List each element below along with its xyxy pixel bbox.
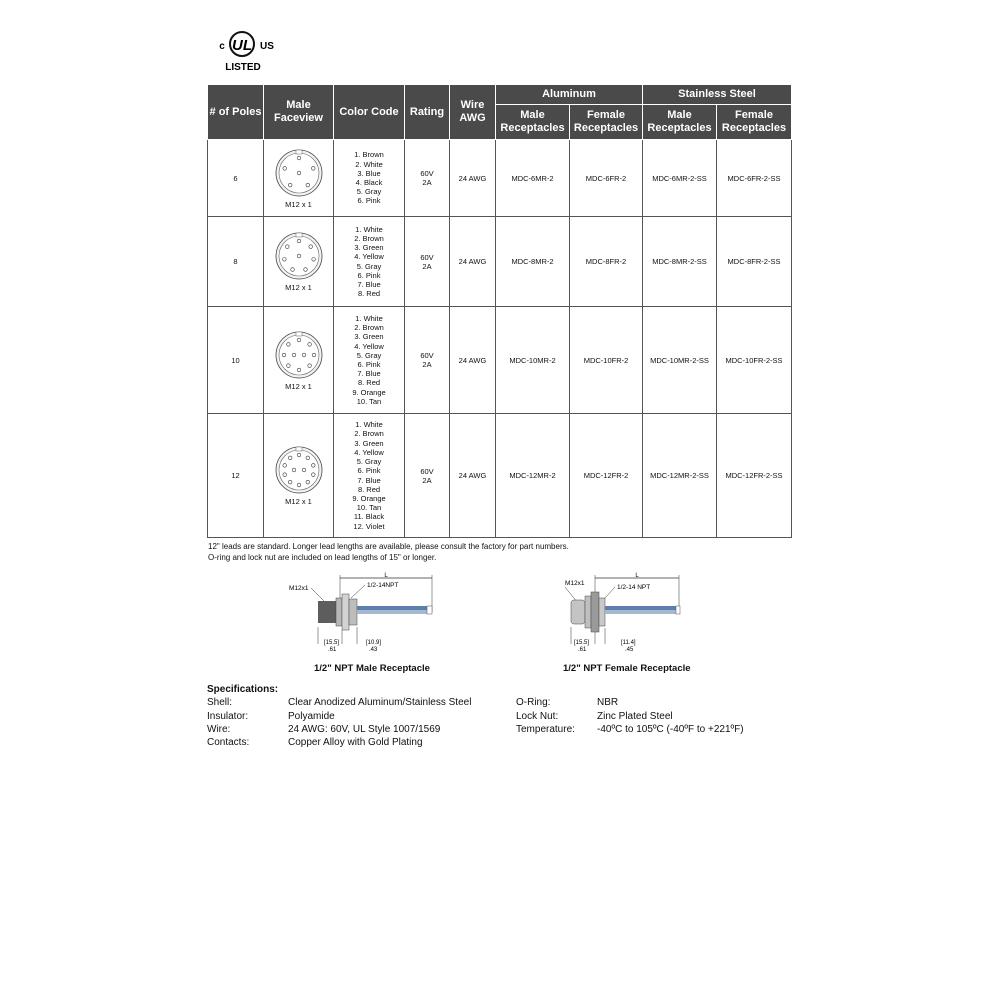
spec-key: Shell: — [207, 697, 233, 709]
rating-voltage: 60V — [420, 466, 434, 476]
color-code-item: 1. White — [355, 420, 383, 430]
spec-value: Polyamide — [288, 710, 335, 722]
color-code-item: 3. Green — [354, 332, 384, 342]
spec-row — [207, 736, 777, 749]
al-male-part: MDC-6MR-2 — [496, 140, 570, 217]
header-faceview: Male Faceview — [264, 85, 334, 140]
al-female-part: MDC-6FR-2 — [570, 140, 643, 217]
svg-text:.61: .61 — [578, 647, 587, 653]
spec-value: Zinc Plated Steel — [597, 710, 673, 722]
ss-male-part: MDC-12MR-2-SS — [643, 414, 717, 538]
al-female-part: MDC-8FR-2 — [570, 217, 643, 307]
color-code-item: 5. Gray — [356, 350, 382, 360]
ss-male-part: MDC-10MR-2-SS — [643, 307, 717, 414]
female-receptacle-drawing — [555, 572, 695, 657]
header-al-female: Female Receptacles — [570, 105, 643, 140]
spec-key: Contacts: — [207, 737, 250, 749]
rating-cell — [405, 414, 450, 538]
color-code-item: 2. Brown — [354, 429, 384, 439]
color-code-item: 9. Orange — [352, 493, 386, 503]
wire-awg-cell: 24 AWG — [450, 307, 496, 414]
header-stainless: Stainless Steel — [643, 85, 792, 105]
ss-female-part: MDC-10FR-2-SS — [717, 307, 792, 414]
table-row — [208, 307, 792, 414]
spec-key: Wire: — [207, 723, 231, 735]
color-code-item: 5. Gray — [356, 187, 382, 197]
color-code-list — [334, 140, 405, 217]
rating-current: 2A — [422, 178, 432, 187]
ss-female-part: MDC-8FR-2-SS — [717, 217, 792, 307]
table-row — [208, 140, 792, 217]
faceview-label: M12 x 1 — [285, 199, 312, 209]
color-code-item: 4. Yellow — [354, 252, 384, 262]
color-code-list — [334, 217, 405, 307]
svg-text:1/2-14 NPT: 1/2-14 NPT — [617, 584, 651, 591]
connector-faceview-icon — [269, 330, 329, 380]
pole-count: 10 — [208, 307, 264, 414]
faceview-label: M12 x 1 — [285, 283, 312, 292]
specifications-title: Specifications: — [207, 684, 279, 695]
header-wire-awg: Wire AWG — [450, 85, 496, 140]
color-code-item: 11. Black — [353, 512, 385, 522]
color-code-item: 6. Pink — [357, 466, 381, 476]
spec-row — [207, 710, 777, 723]
rating-current: 2A — [422, 360, 432, 369]
color-code-item: 10. Tan — [356, 396, 382, 406]
color-code-item: 8. Red — [357, 289, 381, 299]
al-male-part: MDC-10MR-2 — [496, 307, 570, 414]
header-ss-female: Female Receptacles — [717, 105, 792, 140]
header-ss-male: Male Receptacles — [643, 105, 717, 140]
color-code-item: 12. Violet — [353, 521, 385, 531]
header-aluminum: Aluminum — [496, 85, 643, 105]
male-faceview — [264, 217, 334, 307]
rating-current: 2A — [422, 261, 432, 271]
al-male-part: MDC-8MR-2 — [496, 217, 570, 307]
rating-voltage: 60V — [420, 169, 434, 178]
note-line: O-ring and lock nut are included on lead lengths of 15" or longer. — [208, 553, 437, 562]
rating-cell — [405, 140, 450, 217]
svg-text:M12x1: M12x1 — [289, 585, 309, 592]
rating-voltage: 60V — [420, 351, 434, 360]
connector-faceview-icon — [269, 148, 329, 198]
wire-awg-cell: 24 AWG — [450, 414, 496, 538]
color-code-list — [334, 307, 405, 414]
color-code-item: 3. Green — [354, 243, 384, 253]
male-faceview — [264, 414, 334, 538]
color-code-item: 1. White — [355, 313, 383, 323]
spec-row — [207, 696, 777, 709]
svg-text:.45: .45 — [625, 647, 634, 653]
color-code-item: 2. White — [355, 159, 383, 169]
spec-key: O-Ring: — [516, 697, 551, 709]
svg-text:[10.9]: [10.9] — [366, 640, 382, 646]
color-code-item: 10. Tan — [356, 503, 382, 513]
svg-text:.61: .61 — [328, 647, 337, 653]
table-row — [208, 414, 792, 538]
color-code-item: 2. Brown — [354, 323, 384, 333]
svg-text:c: c — [219, 41, 225, 52]
color-code-item: 5. Gray — [356, 457, 382, 467]
pole-count: 12 — [208, 414, 264, 538]
male-faceview — [264, 307, 334, 414]
male-faceview — [264, 140, 334, 217]
connector-faceview-icon — [269, 231, 329, 281]
rating-cell — [405, 217, 450, 307]
al-female-part: MDC-10FR-2 — [570, 307, 643, 414]
spec-key: Temperature: — [516, 723, 575, 735]
rating-cell — [405, 307, 450, 414]
color-code-item: 6. Pink — [357, 196, 381, 206]
svg-text:LISTED: LISTED — [225, 62, 261, 73]
color-code-item: 7. Blue — [357, 475, 381, 485]
faceview-label: M12 x 1 — [285, 497, 312, 506]
color-code-item: 2. Brown — [354, 233, 384, 243]
svg-text:M12x1: M12x1 — [565, 580, 585, 587]
color-code-item: 4. Black — [355, 178, 383, 187]
note-line: 12" leads are standard. Longer lead lengths are available, please consult the factory for part numbers. — [208, 542, 569, 551]
spec-value: 24 AWG: 60V, UL Style 1007/1569 — [288, 723, 441, 735]
ss-female-part: MDC-12FR-2-SS — [717, 414, 792, 538]
color-code-item: 6. Pink — [357, 360, 381, 369]
header-rating: Rating — [405, 85, 450, 140]
spec-value: Copper Alloy with Gold Plating — [288, 737, 423, 749]
faceview-label: M12 x 1 — [285, 381, 312, 391]
specifications — [207, 683, 777, 749]
wire-awg-cell: 24 AWG — [450, 140, 496, 217]
spec-row — [207, 723, 777, 736]
color-code-item: 1. Brown — [354, 150, 384, 160]
color-code-item: 7. Blue — [357, 369, 381, 379]
color-code-item: 7. Blue — [357, 279, 381, 289]
svg-text:US: US — [260, 41, 274, 52]
color-code-list — [334, 414, 405, 538]
ss-male-part: MDC-8MR-2-SS — [643, 217, 717, 307]
color-code-item: 6. Pink — [357, 270, 381, 280]
al-female-part: MDC-12FR-2 — [570, 414, 643, 538]
svg-text:L: L — [635, 573, 639, 579]
spec-key: Insulator: — [207, 710, 249, 722]
color-code-item: 8. Red — [357, 484, 381, 494]
svg-text:1/2-14NPT: 1/2-14NPT — [367, 582, 399, 589]
color-code-item: 3. Green — [354, 438, 384, 448]
svg-text:L: L — [384, 573, 388, 579]
color-code-item: 3. Blue — [357, 168, 381, 178]
svg-text:[15.5]: [15.5] — [324, 640, 340, 646]
svg-text:.43: .43 — [369, 647, 378, 653]
pole-count: 8 — [208, 217, 264, 307]
rating-voltage: 60V — [420, 252, 434, 262]
color-code-item: 1. White — [355, 224, 383, 234]
connector-spec-table — [207, 84, 792, 538]
svg-text:[11.4]: [11.4] — [621, 640, 636, 646]
wire-awg-cell: 24 AWG — [450, 217, 496, 307]
table-row — [208, 217, 792, 307]
female-receptacle-caption: 1/2" NPT Female Receptacle — [563, 663, 691, 674]
male-receptacle-drawing — [285, 572, 445, 657]
male-receptacle-caption: 1/2" NPT Male Receptacle — [314, 663, 430, 674]
header-al-male: Male Receptacles — [496, 105, 570, 140]
color-code-item: 9. Orange — [352, 387, 386, 397]
header-color-code: Color Code — [334, 85, 405, 140]
svg-text:[15.5]: [15.5] — [574, 640, 590, 646]
ss-female-part: MDC-6FR-2-SS — [717, 140, 792, 217]
header-poles: # of Poles — [208, 85, 264, 140]
connector-faceview-icon — [269, 445, 329, 495]
pole-count: 6 — [208, 140, 264, 217]
color-code-item: 5. Gray — [356, 261, 382, 271]
color-code-item: 4. Yellow — [354, 447, 384, 457]
color-code-item: 4. Yellow — [354, 341, 384, 351]
svg-text:UL: UL — [232, 37, 252, 54]
spec-key: Lock Nut: — [516, 710, 559, 722]
rating-current: 2A — [422, 475, 432, 485]
spec-value: Clear Anodized Aluminum/Stainless Steel — [288, 697, 472, 709]
ss-male-part: MDC-6MR-2-SS — [643, 140, 717, 217]
spec-value: -40ºC to 105ºC (-40ºF to +221ºF) — [597, 723, 744, 735]
al-male-part: MDC-12MR-2 — [496, 414, 570, 538]
ul-listed-logo — [216, 27, 278, 73]
spec-value: NBR — [597, 697, 619, 709]
color-code-item: 8. Red — [357, 378, 381, 388]
lead-notes — [208, 541, 569, 563]
